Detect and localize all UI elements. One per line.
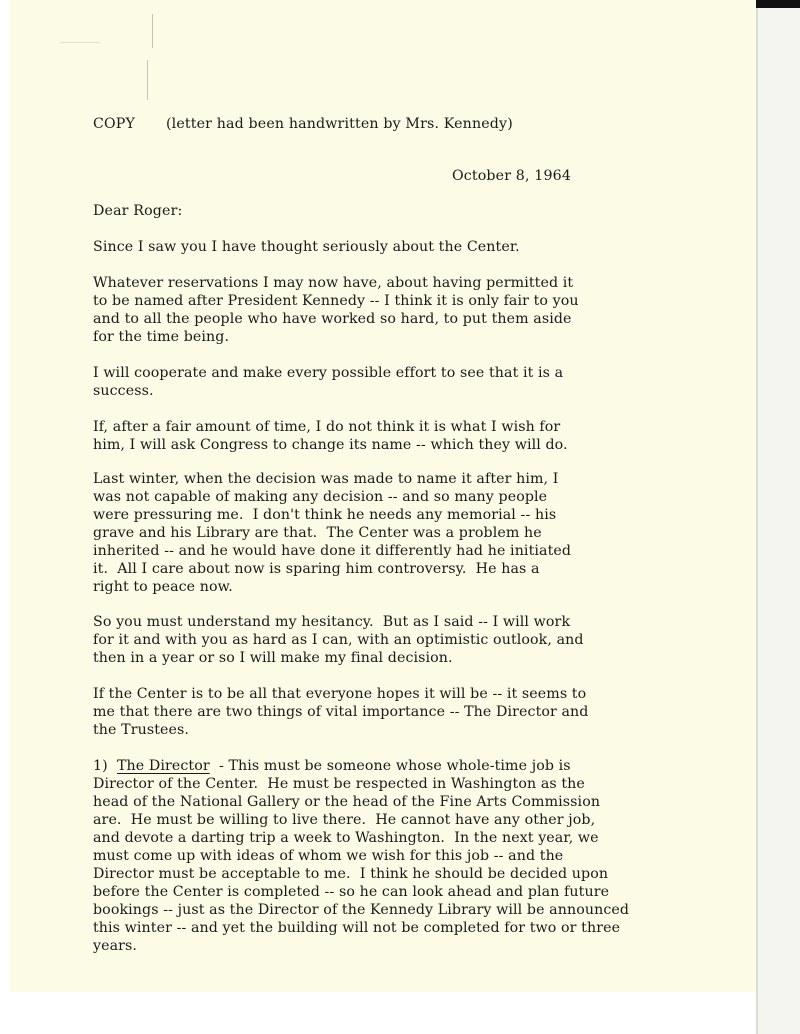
paragraph — [93, 613, 693, 667]
text-line: If the Center is to be all that everyone hopes it will be -- it seems to — [93, 686, 587, 702]
text-line: Whatever reservations I may now have, about having permitted it — [93, 275, 574, 291]
text-line: bookings -- just as the Director of the Kennedy Library will be announced — [93, 902, 630, 918]
scan-mark — [60, 42, 100, 43]
text-line: I will cooperate and make every possible effort to see that it is a — [93, 365, 564, 381]
text-line: must come up with ideas of whom we wish for this job -- and the — [93, 848, 564, 864]
scan-mark — [152, 14, 153, 48]
text-line: was not capable of making any decision -- and so many people — [93, 489, 548, 505]
text-line: grave and his Library are that. The Center was a problem he — [93, 525, 542, 541]
text-line — [93, 757, 693, 775]
item-heading: The Director — [116, 758, 210, 774]
text-line: So you must understand my hesitancy. But as I said -- I will work — [93, 614, 571, 630]
paragraph — [93, 418, 693, 454]
paragraph — [93, 470, 693, 596]
text-line: Director of the Center. He must be respected in Washington as the — [93, 776, 585, 792]
text-line: me that there are two things of vital importance -- The Director and — [93, 704, 589, 720]
text-line: it. All I care about now is sparing him controversy. He has a — [93, 561, 540, 577]
scan-mark — [147, 60, 148, 100]
text-line: for it and with you as hard as I can, with an optimistic outlook, and — [93, 632, 584, 648]
paragraph — [93, 238, 693, 256]
text-line: Since I saw you I have thought seriously about the Center. — [93, 239, 520, 255]
scan-corner-shadow — [756, 0, 800, 8]
text-line: Last winter, when the decision was made to name it after him, I — [93, 471, 559, 487]
scan-bottom-margin — [0, 992, 756, 1034]
text-line: success. — [93, 383, 154, 399]
text-line: inherited -- and he would have done it differently had he initiated — [93, 543, 572, 559]
text-line: Director must be acceptable to me. I think he should be decided upon — [93, 866, 609, 882]
paragraph — [93, 364, 693, 400]
letter-page — [10, 0, 756, 992]
copy-label: COPY — [93, 116, 135, 132]
item-first-line: - This must be someone whose whole-time job is — [209, 758, 571, 774]
text-line: and devote a darting trip a week to Washington. In the next year, we — [93, 830, 599, 846]
paragraph — [93, 685, 693, 739]
text-line: then in a year or so I will make my final decision. — [93, 650, 453, 666]
item-director — [93, 757, 693, 955]
text-line: years. — [93, 938, 138, 954]
text-line: him, I will ask Congress to change its name -- which they will do. — [93, 437, 568, 453]
text-line: to be named after President Kennedy -- I think it is only fair to you — [93, 293, 579, 309]
text-line: for the time being. — [93, 329, 230, 345]
text-line: before the Center is completed -- so he can look ahead and plan future — [93, 884, 610, 900]
text-line: If, after a fair amount of time, I do not think it is what I wish for — [93, 419, 561, 435]
text-line: are. He must be willing to live there. He cannot have any other job, — [93, 812, 596, 828]
scan-background-edge — [756, 0, 800, 1034]
text-line: this winter -- and yet the building will not be completed for two or three — [93, 920, 621, 936]
letter-date: October 8, 1964 — [452, 168, 571, 184]
text-line: were pressuring me. I don't think he needs any memorial -- his — [93, 507, 557, 523]
salutation: Dear Roger: — [93, 203, 183, 219]
header-note: (letter had been handwritten by Mrs. Kennedy) — [166, 116, 513, 132]
text-line: the Trustees. — [93, 722, 189, 738]
text-line: and to all the people who have worked so hard, to put them aside — [93, 311, 572, 327]
text-line: right to peace now. — [93, 579, 233, 595]
paragraph — [93, 274, 693, 346]
text-line: head of the National Gallery or the head of the Fine Arts Commission — [93, 794, 601, 810]
item-number: 1) — [93, 758, 117, 774]
